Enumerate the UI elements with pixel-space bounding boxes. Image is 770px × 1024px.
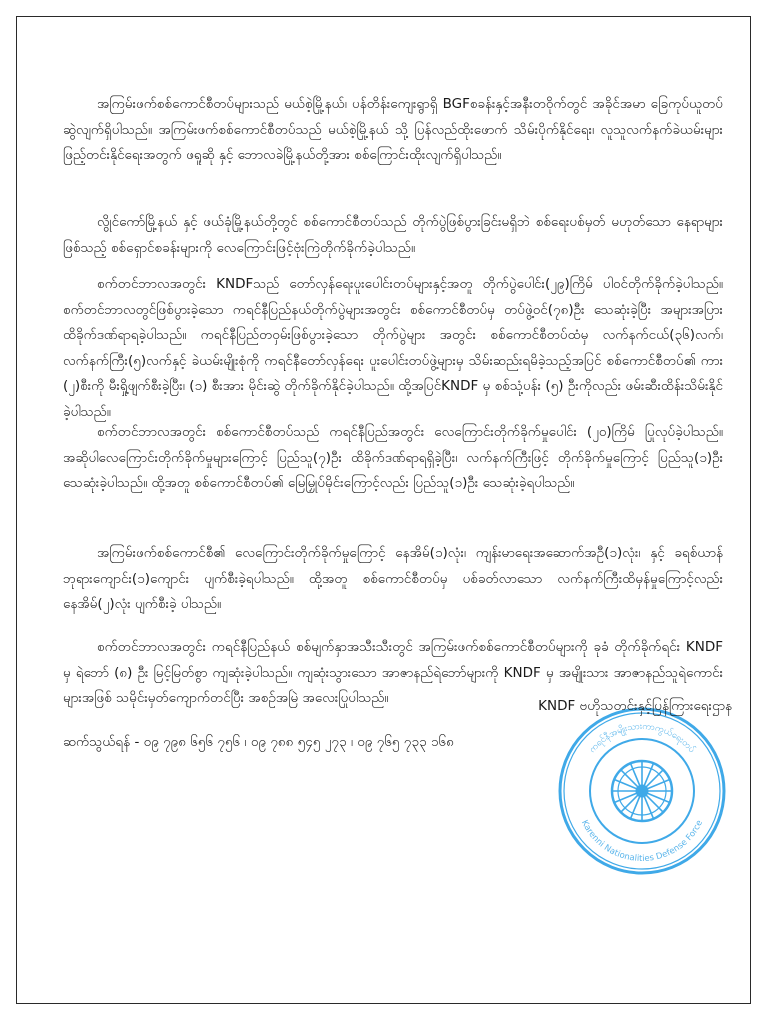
issuer-title: KNDF ဗဟိုသတင်းနှင့်ပြန်ကြားရေးဌာန — [538, 698, 732, 714]
paragraph-1: အကြမ်းဖက်စစ်ကောင်စီတပ်များသည် မယ်စဲ့မြို့နယ်၊ ပန်တိန်းကျေးရွာရှိ BGFစခန်းနှင့်အနီးတဝိုက်တွင် အခိုင်အမာ ခြေကုပ်ယူတပ်ဆွဲလျက်ရှိပါသည်။ အကြမ်းဖက်စစ်ကောင်စီတပ်သည် မယ်စဲ့မြို့နယ် သို့ ပြန်လည်ထိုးဖောက် သိမ်းပိုက်နိုင်ရေး၊ လူသူလက်နက်ခဲယမ်းများ ဖြည့်တင်းနိုင်ရေးအတွက် ဖရူဆို နှင့် ဘောလခဲမြို့နယ်တို့အား စစ်ကြောင်းထိုးလျက်ရှိပါသည်။ — [63, 96, 723, 163]
contact-numbers: ဆက်သွယ်ရန် - ၀၉ ၇၉၈ ၆၅၆ ၇၅၆ ၊ ၀၉ ၇၈၈ ၅၄၅ ၂၇၃ ၊ ၀၉ ၇၆၅ ၇၃၃ ၁၆၈ — [63, 734, 454, 750]
paragraph-6: စက်တင်ဘာလအတွင်း ကရင်နီပြည်နယ် စစ်မျက်နှာအသီးသီးတွင် အကြမ်းဖက်စစ်ကောင်စီတပ်များကို ခုခံ တိုက်ခိုက်ရင်း KNDF မှ ရဲဘော် (၈) ဦး မြင့်မြတ်စွာ ကျဆုံးခဲ့ပါသည်။ ကျဆုံးသွားသော အာဇာနည်ရဲဘော်များကို KNDF မှ အမျိုးသား အာဇာနည်သူရဲကောင်းများအဖြစ် သမိုင်းမှတ်ကျောက်တင်ပြီး အစဉ်အမြဲ အလေးပြုပါသည်။ — [63, 639, 723, 706]
stamp-ring-text-bottom: Karenni Nationalities Defense Force — [578, 818, 706, 865]
paragraph-3: စက်တင်ဘာလအတွင်း KNDFသည် တော်လှန်ရေးပူးပေါင်းတပ်များနှင့်အတူ တိုက်ပွဲပေါင်း(၂၉)ကြိမ် ပါဝင်တိုက်ခိုက်ခဲ့ပါသည်။ စက်တင်ဘာလတွင်ဖြစ်ပွားခဲ့သော ကရင်နီပြည်နယ်တိုက်ပွဲများအတွင်း စစ်ကောင်စီတပ်မှ တပ်ဖွဲ့ဝင်(၇၈)ဦး သေဆုံးခဲ့ပြီး အများအပြားထိခိုက်ဒဏ်ရာရခဲ့ပါသည်။ ကရင်နီပြည်တဝှမ်းဖြစ်ပွားခဲ့သော တိုက်ပွဲများ အတွင်း စစ်ကောင်စီတပ်ထံမှ လက်နက်ငယ်(၃၆)လက်၊ လက်နက်ကြီး(၅)လက်နှင့် ခဲယမ်းမျိုးစုံကို ကရင်နီတော်လှန်ရေး ပူးပေါင်းတပ်ဖွဲ့များမှ သိမ်းဆည်းရမိခဲ့သည့်အပြင် စစ်ကောင်စီတပ်၏ ကား (၂)စီးကို မီးရှို့ဖျက်စီးခဲ့ပြီး၊ (၁) စီးအား မိုင်းဆွဲ တိုက်ခိုက်နိုင်ခဲ့ပါသည်။ ထို့အပြင်KNDF မှ စစ်သုံ့ပန်း (၅) ဦးကိုလည်း ဖမ်းဆီးထိန်းသိမ်းနိုင်ခဲ့ပါသည်။ — [63, 276, 723, 420]
dharma-wheel-icon — [612, 761, 672, 821]
svg-text:Karenni Nationalities Defense — [579, 819, 705, 864]
stamp-ring-text-top: ကရင်နီအမျိုးသားကာကွယ်ရေးတပ် — [587, 721, 697, 756]
paragraph-2: လွိုင်ကော်မြို့နယ် နှင့် ဖယ်ခုံမြို့နယ်တို့တွင် စစ်ကောင်စီတပ်သည် တိုက်ပွဲဖြစ်ပွားခြင်းမရှိဘဲ စစ်ရေးပစ်မှတ် မဟုတ်သော နေရာများဖြစ်သည့် စစ်ရှောင်စခန်းများကို လေကြောင်းဖြင့်ဗုံးကြဲတိုက်ခိုက်ခဲ့ပါသည်။ — [63, 214, 723, 256]
paragraph-5: အကြမ်းဖက်စစ်ကောင်စီ၏ လေကြောင်းတိုက်ခိုက်မှုကြောင့် နေအိမ်(၁)လုံး၊ ကျန်းမာရေးအဆောက်အဦ(၁)လုံး၊ နှင့် ခရစ်ယာန်ဘုရားကျောင်း(၁)ကျောင်း ပျက်စီးခဲ့ရပါသည်။ ထို့အတူ စစ်ကောင်စီတပ်မှ ပစ်ခတ်လာသော လက်နက်ကြီးထိမှန်မှုကြောင့်လည်း နေအိမ်(၂)လုံး ပျက်စီးခဲ့ ပါသည်။ — [63, 545, 723, 612]
paragraph-4: စက်တင်ဘာလအတွင်း စစ်ကောင်စီတပ်သည် ကရင်နီပြည်အတွင်း လေကြောင်းတိုက်ခိုက်မှုပေါင်း (၂၀)ကြိမ် ပြုလုပ်ခဲ့ပါသည်။ အဆိုပါလေကြောင်းတိုက်ခိုက်မှုများကြောင့် ပြည်သူ(၇)ဦး ထိခိုက်ဒဏ်ရာရရှိခဲ့ပြီး၊ လက်နက်ကြီးဖြင့် တိုက်ခိုက်မှုကြောင့် ပြည်သူ(၁)ဦးသေဆုံးခဲ့ပါသည်။ ထို့အတူ စစ်ကောင်စီတပ်၏ မြေမြှုပ်မိုင်းကြောင့်လည်း ပြည်သူ(၁)ဦး သေဆုံးခဲ့ရပါသည်။ — [63, 424, 723, 491]
organization-stamp — [554, 703, 730, 879]
